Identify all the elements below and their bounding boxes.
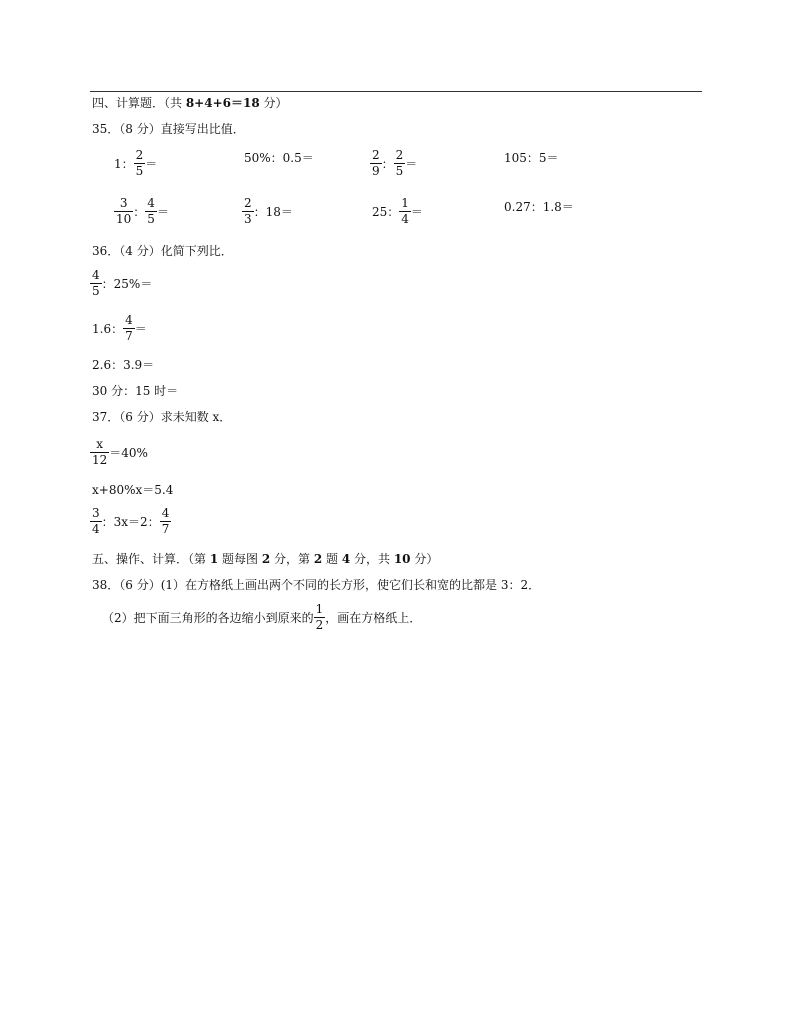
q38-line-1: 38．（6 分）(1）在方格纸上画出两个不同的长方形，使它们长和宽的比都是 3：2．: [92, 578, 541, 592]
denominator: 5: [92, 284, 100, 298]
q35-item-3: [370, 148, 417, 179]
fraction: [90, 268, 102, 299]
q35-item-1: [114, 148, 157, 179]
fraction: [114, 196, 133, 227]
section-4-title-prefix: 四、计算题．（共: [92, 96, 186, 110]
q35-item-7-pre: 25：: [372, 204, 400, 219]
q37-item-3-mid: ：3x＝2：: [101, 514, 160, 529]
numerator: 2: [372, 148, 380, 162]
section-5-title-part: 五、操作、计算．（第: [92, 552, 210, 566]
fraction: [314, 602, 326, 633]
q35-item-6: [242, 196, 293, 227]
section-5-title-bold: 10: [393, 552, 411, 566]
fraction: [90, 437, 109, 468]
q36-item-2: [92, 313, 147, 344]
fraction: [160, 506, 172, 537]
numerator: 3: [92, 506, 100, 520]
section-5-title-bold: 2: [261, 552, 271, 566]
section-5-title-bold: 1: [209, 552, 219, 566]
q36-item-2-post: ＝: [134, 321, 147, 336]
fraction: [90, 506, 102, 537]
denominator: 2: [315, 618, 324, 632]
fraction: [145, 196, 157, 227]
q36-item-1-post: ：25%＝: [101, 276, 153, 291]
q37-item-1: [90, 437, 148, 468]
denominator: 3: [244, 212, 252, 226]
fraction: [370, 148, 382, 179]
section-5-title-part: 分）: [410, 552, 439, 566]
fraction: [123, 313, 135, 344]
ratio-colon: ：: [133, 204, 146, 219]
q35-item-8: 0.27：1.8＝: [504, 200, 574, 214]
q36-item-3: 2.6：3.9＝: [92, 358, 155, 372]
denominator: 4: [401, 212, 409, 226]
section-5-title-bold: 2: [313, 552, 323, 566]
numerator: 1: [401, 196, 409, 210]
denominator: 7: [161, 522, 170, 536]
q37-item-2: x+80%x＝5.4: [92, 483, 174, 497]
section-4-title: [92, 95, 288, 111]
q36-item-1: [90, 268, 152, 299]
denominator: 4: [92, 522, 100, 536]
ratio-colon: ：: [381, 156, 394, 171]
q38-line-2-post: ，画在方格纸上．: [325, 610, 422, 625]
denominator: 5: [147, 212, 155, 226]
q37-item-3: [90, 506, 171, 537]
section-5-title-part: 题: [322, 552, 342, 566]
numerator: 1: [315, 602, 324, 616]
numerator: 4: [125, 313, 133, 327]
denominator: 10: [116, 212, 132, 226]
q35-item-7: [372, 196, 423, 227]
q35-item-3-post: ＝: [405, 156, 418, 171]
fraction: [399, 196, 411, 227]
q35-item-1-post: ＝: [145, 156, 158, 171]
q35-item-5: [114, 196, 169, 227]
section-5-title-part: 分，第: [270, 552, 314, 566]
denominator: 7: [125, 329, 133, 343]
fraction: [394, 148, 406, 179]
numerator: 2: [135, 148, 144, 162]
fraction: [242, 196, 254, 227]
numerator: 4: [147, 196, 155, 210]
numerator: 2: [395, 148, 404, 162]
q35-item-1-pre: 1：: [114, 156, 134, 171]
q36-item-2-pre: 1.6：: [92, 321, 124, 336]
denominator: 5: [395, 164, 404, 178]
q35-item-7-post: ＝: [410, 204, 423, 219]
q35-item-2: 50%：0.5＝: [244, 151, 314, 165]
section-5-title-part: 分，共: [350, 552, 394, 566]
section-5-title: [92, 551, 438, 567]
numerator: x: [90, 437, 109, 453]
q38-line-2: [102, 602, 421, 633]
header-rule: [90, 91, 702, 92]
section-5-title-part: 题每图: [218, 552, 262, 566]
q35-item-6-post: ：18＝: [253, 204, 293, 219]
section-4-title-total: 8+4+6＝18: [185, 96, 260, 110]
denominator: 12: [92, 453, 108, 467]
q38-line-2-pre: （2）把下面三角形的各边缩小到原来的: [102, 610, 314, 625]
fraction: [134, 148, 146, 179]
section-5-title-bold: 4: [341, 552, 351, 566]
denominator: 5: [135, 164, 144, 178]
q35-heading: 35．（8 分）直接写出比值．: [92, 122, 245, 136]
q35-item-5-post: ＝: [156, 204, 169, 219]
numerator: 4: [92, 268, 100, 282]
q37-item-1-post: ＝40%: [109, 445, 148, 460]
numerator: 3: [114, 196, 133, 212]
q35-item-4: 105：5＝: [504, 151, 559, 165]
section-4-title-suffix: 分）: [259, 96, 288, 110]
denominator: 9: [372, 164, 380, 178]
q37-heading: 37．（6 分）求未知数 x．: [92, 410, 232, 424]
q36-heading: 36．（4 分）化简下列比．: [92, 244, 233, 258]
numerator: 4: [161, 506, 170, 520]
numerator: 2: [244, 196, 252, 210]
q36-item-4: 30 分：15 时＝: [92, 384, 179, 398]
